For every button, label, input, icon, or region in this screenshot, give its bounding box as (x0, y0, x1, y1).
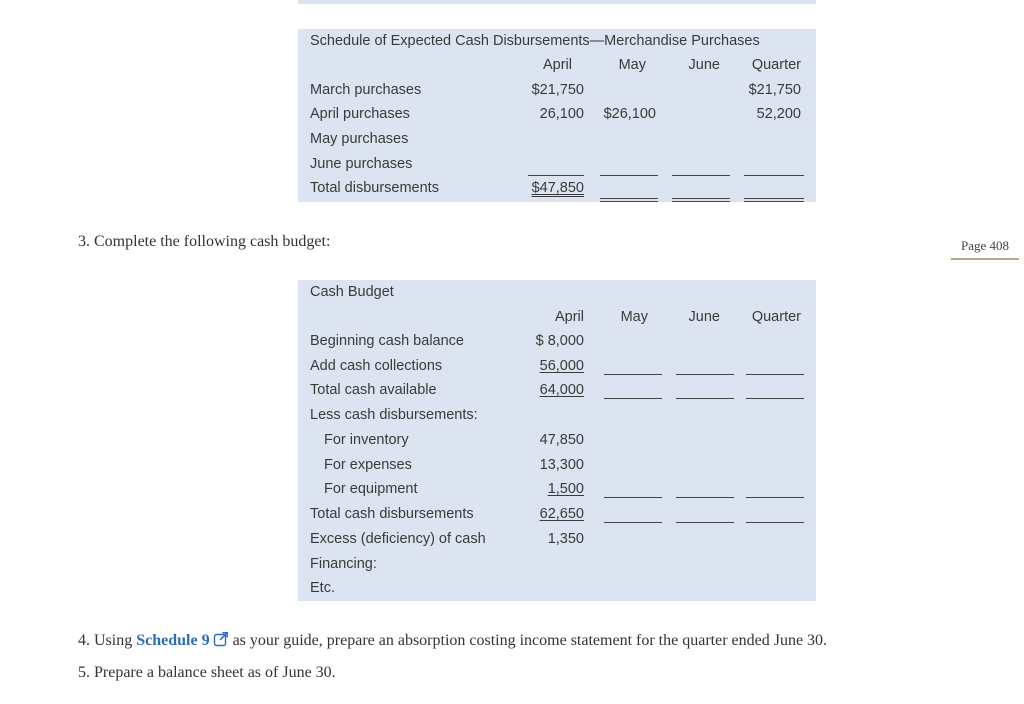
schedule-disbursements-table (298, 29, 816, 202)
instruction-4-suffix: as your guide, prepare an absorption costing income statement for the quarter ended June 30. (232, 632, 828, 649)
row-label-march-purchases: March purchases (310, 82, 422, 98)
cb-blank-collections-quarter (746, 374, 804, 375)
instruction-5: 5. Prepare a balance sheet as of June 30. (78, 664, 336, 681)
cb-row-excess-deficiency: Excess (deficiency) of cash (310, 531, 486, 547)
instruction-4-prefix: 4. Using (78, 632, 137, 649)
cb-equipment-april: 1,500 (547, 481, 584, 497)
external-link-icon[interactable] (213, 631, 229, 652)
cash-budget-table (298, 280, 816, 601)
cb-row-beginning-cash: Beginning cash balance (310, 333, 464, 349)
schedule-title: Schedule of Expected Cash Disbursements—Merchandise Purchases (310, 33, 760, 49)
row-label-june-purchases: June purchases (310, 156, 413, 172)
cell-march-april: $21,750 (531, 82, 584, 98)
cb-beginning-april: $ 8,000 (535, 333, 584, 349)
cb-blank-collections-june (676, 374, 734, 375)
blank-total-may (600, 198, 658, 202)
cb-row-financing: Financing: (310, 556, 377, 572)
cb-row-etc: Etc. (310, 580, 335, 596)
blank-june-june (672, 175, 730, 176)
cb-row-for-inventory: For inventory (324, 432, 409, 448)
blank-june-quarter (744, 175, 804, 176)
cell-total-april: $47,850 (531, 180, 584, 196)
cb-excess-april: 1,350 (547, 531, 584, 547)
instruction-3: 3. Complete the following cash budget: (78, 233, 331, 250)
cb-blank-totaldisb-june (676, 522, 734, 523)
row-label-may-purchases: May purchases (310, 131, 409, 147)
page-marker: Page 408 (951, 236, 1019, 260)
schedule-9-link[interactable]: Schedule 9 (136, 632, 210, 649)
blank-june-april (528, 175, 584, 176)
previous-table-edge (298, 0, 816, 4)
cb-col-header-april: April (554, 309, 584, 325)
col-header-quarter: Quarter (751, 57, 801, 73)
cb-row-cash-collections: Add cash collections (310, 358, 443, 374)
row-label-total-disbursements: Total disbursements (310, 180, 439, 196)
cb-blank-collections-may (604, 374, 662, 375)
col-header-may: May (618, 57, 646, 73)
col-header-april: April (542, 57, 572, 73)
cb-blank-totaldisb-may (604, 522, 662, 523)
blank-total-june (672, 198, 730, 202)
cell-aprilp-quarter: 52,200 (756, 106, 801, 122)
cb-col-header-may: May (620, 309, 648, 325)
cb-total-available-april: 64,000 (539, 382, 584, 398)
cb-blank-equipment-june (676, 497, 734, 498)
cb-col-header-quarter: Quarter (751, 309, 801, 325)
cb-total-disbursements-april: 62,650 (539, 506, 584, 522)
cb-row-total-cash-available: Total cash available (310, 382, 437, 398)
cell-march-quarter: $21,750 (748, 82, 801, 98)
cb-blank-available-june (676, 398, 734, 399)
cell-aprilp-may: $26,100 (603, 106, 656, 122)
blank-total-quarter (744, 198, 804, 202)
cb-blank-equipment-may (604, 497, 662, 498)
cb-expenses-april: 13,300 (539, 457, 584, 473)
cb-blank-available-quarter (746, 398, 804, 399)
cb-collections-april: 56,000 (539, 358, 584, 374)
row-label-april-purchases: April purchases (310, 106, 410, 122)
cb-inventory-april: 47,850 (539, 432, 584, 448)
blank-june-may (600, 175, 658, 176)
cb-row-for-equipment: For equipment (324, 481, 418, 497)
cb-blank-equipment-quarter (746, 497, 804, 498)
col-header-june: June (688, 57, 720, 73)
instruction-4 (78, 631, 827, 652)
cb-row-for-expenses: For expenses (324, 457, 412, 473)
cb-blank-totaldisb-quarter (746, 522, 804, 523)
cash-budget-title: Cash Budget (310, 284, 394, 300)
cb-row-total-disbursements: Total cash disbursements (310, 506, 474, 522)
cb-col-header-june: June (688, 309, 720, 325)
cell-aprilp-april: 26,100 (539, 106, 584, 122)
cb-blank-available-may (604, 398, 662, 399)
cb-row-less-disbursements: Less cash disbursements: (310, 407, 478, 423)
